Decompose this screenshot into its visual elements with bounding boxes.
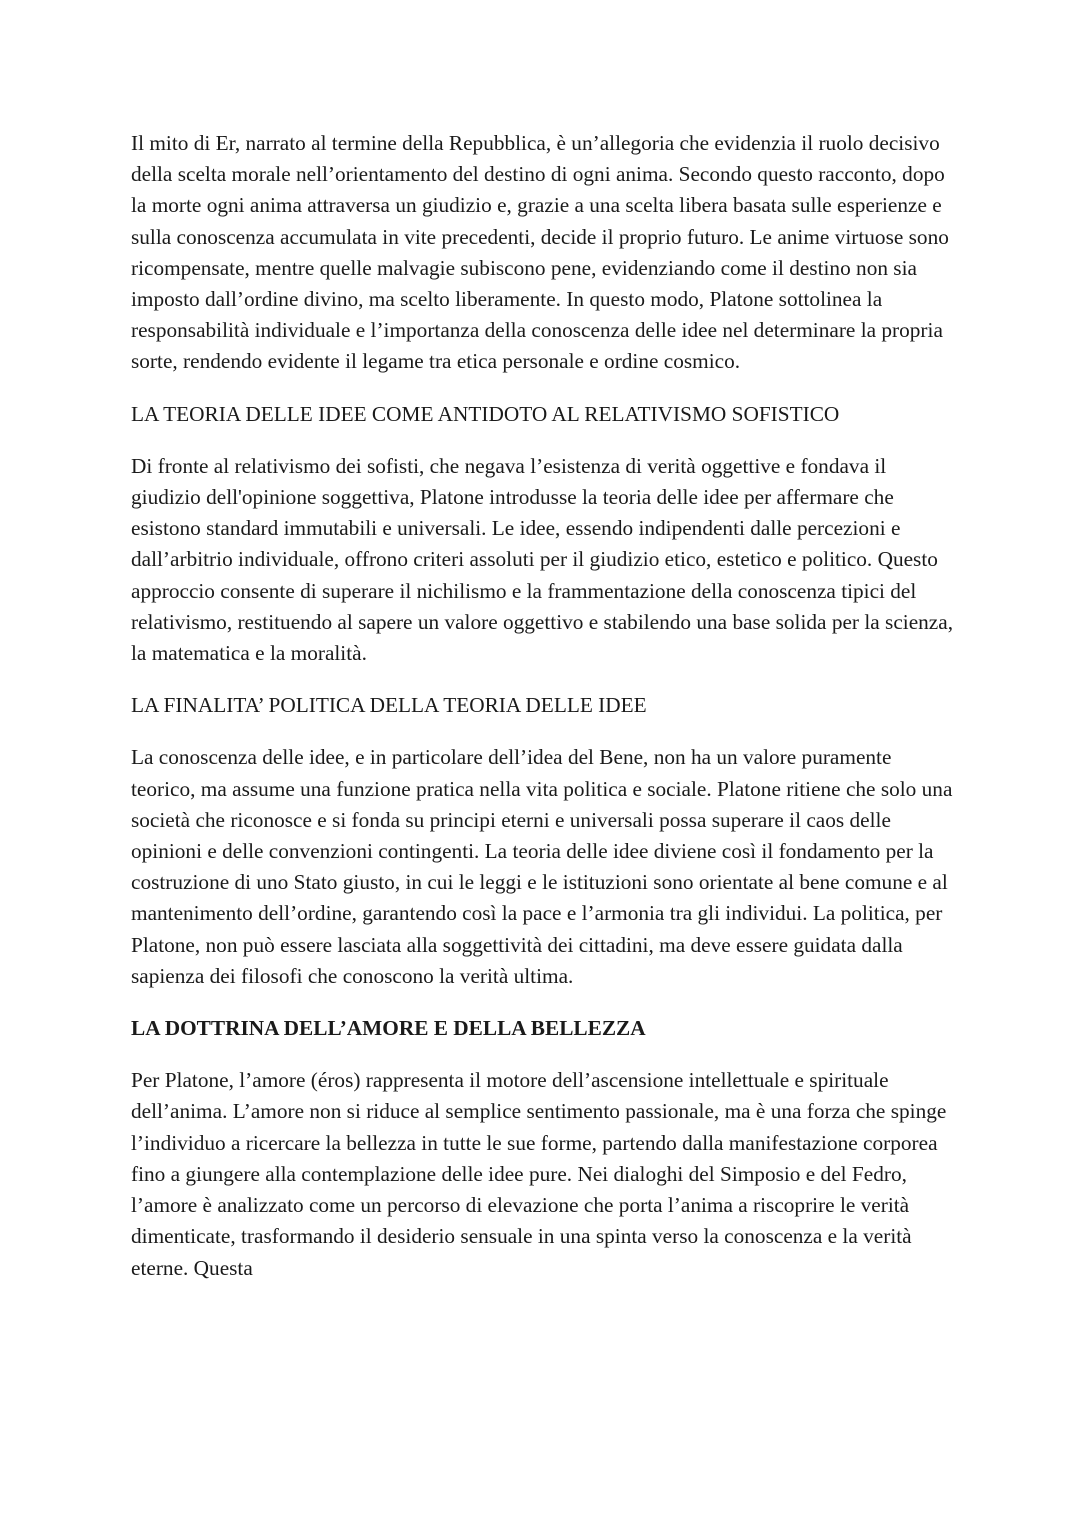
paragraph-political-purpose: La conoscenza delle idee, e in particolare dell’idea del Bene, non ha un valore puramente teorico, ma assume una funzione pratica nella vita politica e sociale. Platone ritiene che solo una società che riconosce e si fonda su principi eterni e universali possa superare il caos delle opinioni e delle convenzioni contingenti. La teoria delle idee diviene così il fondamento per la costruzione di uno Stato giusto, in cui le leggi e le istituzioni sono orientate al bene comune e al mantenimento dell’ordine, garantendo così la pace e l’armonia tra gli individui. La politica, per Platone, non può essere lasciata alla soggettività dei cittadini, ma deve essere guidata dalla sapienza dei filosofi che conoscono la verità ultima.	[131, 745, 953, 988]
paragraph-myth-of-er: Il mito di Er, narrato al termine della Repubblica, è un’allegoria che evidenzia il ruolo decisivo della scelta morale nell’orientamento del destino di ogni anima. Secondo questo racconto, dopo la morte ogni anima attraversa un giudizio e, grazie a una scelta libera basata sulle esperienze e sulla conoscenza accumulata in vite precedenti, decide il proprio futuro. Le anime virtuose sono ricompensate, mentre quelle malvagie subiscono pene, evidenziando come il destino non sia imposto dall’ordine divino, ma scelto liberamente. In questo modo, Platone sottolinea la responsabilità individuale e l’importanza della conoscenza delle idee nel determinare la propria sorte, rendendo evidente il legame tra etica personale e ordine cosmico.	[131, 131, 949, 374]
section-heading-political-purpose: LA FINALITA’ POLITICA DELLA TEORIA DELLE IDEE	[131, 693, 647, 718]
page-content	[131, 128, 956, 1305]
section-heading-relativism: LA TEORIA DELLE IDEE COME ANTIDOTO AL RELATIVISMO SOFISTICO	[131, 401, 840, 426]
paragraph-love-and-beauty: Per Platone, l’amore (éros) rappresenta il motore dell’ascensione intellettuale e spirituale dell’anima. L’amore non si riduce al semplice sentimento passionale, ma è una forza che spinge l’individuo a ricercare la bellezza in tutte le sue forme, partendo dalla manifestazione corporea fino a giungere alla contemplazione delle idee pure. Nei dialoghi del Simposio e del Fedro, l’amore è analizzato come un percorso di elevazione che porta l’anima a riscoprire le verità dimenticate, trasformando il desiderio sensuale in una spinta verso la conoscenza e la verità eterne. Questa	[131, 1068, 947, 1280]
section-heading-love-and-beauty: LA DOTTRINA DELL’AMORE E DELLA BELLEZZA	[131, 1016, 646, 1041]
paragraph-relativism: Di fronte al relativismo dei sofisti, che negava l’esistenza di verità oggettive e fondava il giudizio dell'opinione soggettiva, Platone introdusse la teoria delle idee per affermare che esistono standard immutabili e universali. Le idee, essendo indipendenti dalle percezioni e dall’arbitrio individuale, offrono criteri assoluti per il giudizio etico, estetico e politico. Questo approccio consente di superare il nichilismo e la frammentazione della conoscenza tipici del relativismo, restituendo al sapere un valore oggettivo e stabilendo una base solida per la scienza, la matematica e la moralità.	[131, 453, 954, 666]
